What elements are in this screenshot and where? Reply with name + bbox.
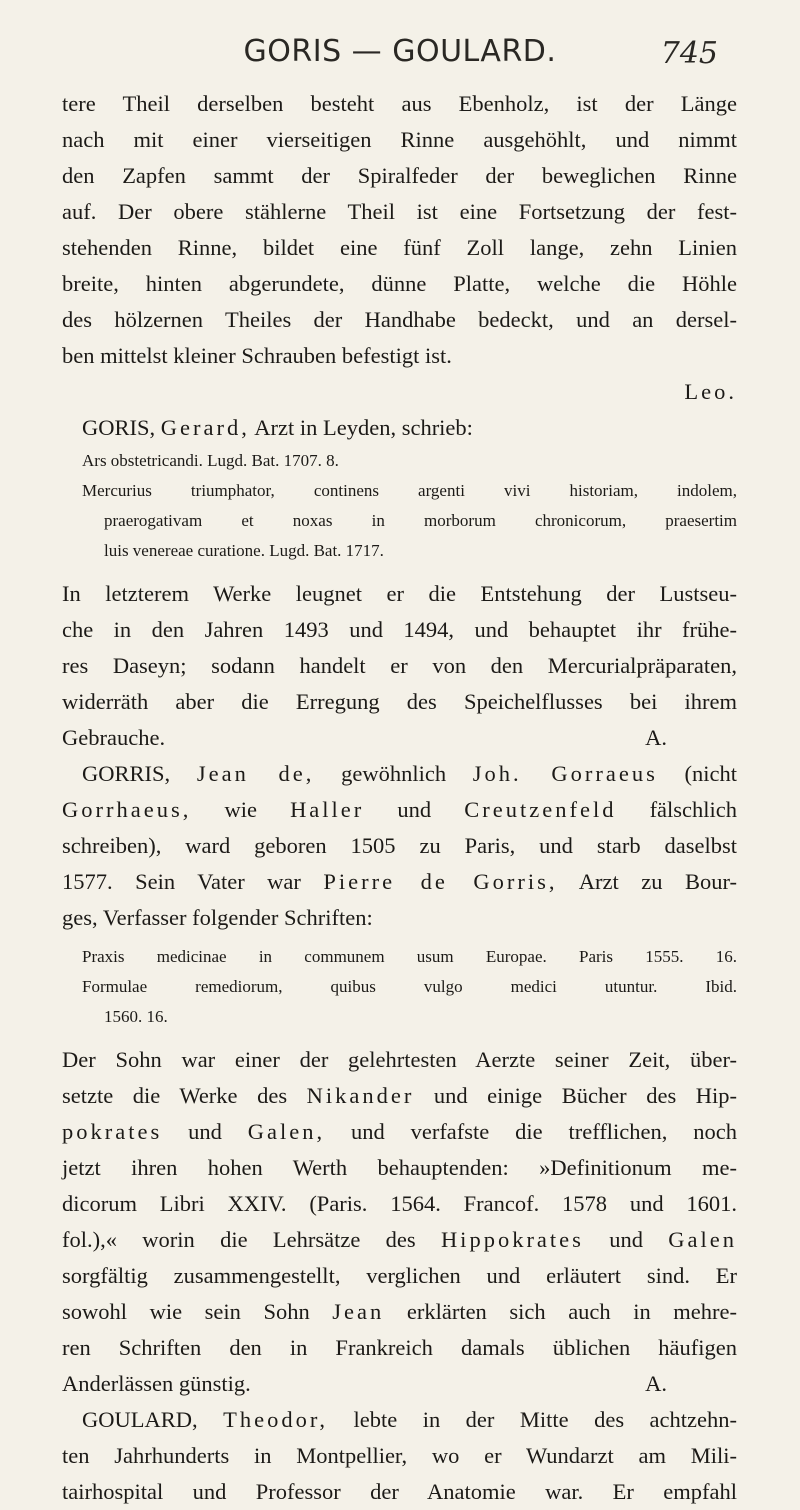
entry-name: GOULARD, <box>82 1407 198 1432</box>
text-line <box>62 1114 737 1150</box>
text-line: breite, hinten abgerundete, dünne Platte, welche die Höhle <box>62 271 737 296</box>
entry-text: Arzt in Leyden, schrieb: <box>254 415 473 440</box>
person-name: Joh. Gorraeus <box>472 761 658 786</box>
text-line: auf. Der obere stählerne Theil ist eine Fortsetzung der fest- <box>62 199 737 224</box>
signature-text: A. <box>645 725 667 750</box>
person-name: pokrates <box>62 1119 163 1144</box>
text-line: dicorum Libri XXIV. (Paris. 1564. Francof. 1578 und 1601. <box>62 1191 737 1216</box>
text-fragment: gewöhnlich <box>341 761 447 786</box>
bibliography-item: Mercurius triumphator, continens argenti vivi historiam, indolem, <box>82 481 737 500</box>
text-line <box>62 1294 737 1330</box>
text-fragment: und einige Bücher des Hip- <box>433 1083 737 1108</box>
entry-heading-goris <box>62 410 737 446</box>
text-fragment: (nicht <box>684 761 738 786</box>
text-line: widerräth aber die Erregung des Speichelflusses bei ihrem <box>62 689 737 714</box>
person-name: Haller <box>290 797 365 822</box>
signature-text: Leo. <box>684 379 737 404</box>
text-fragment: Arzt zu Bour- <box>578 869 738 894</box>
text-fragment: wie <box>224 797 257 822</box>
text-fragment: Anderlässen günstig. <box>62 1371 251 1396</box>
author-signature <box>62 374 737 410</box>
text-fragment: und <box>609 1227 643 1252</box>
text-line: ren Schriften den in Frankreich damals üblichen häufigen <box>62 1335 737 1360</box>
text-fragment: setzte die Werke des <box>62 1083 288 1108</box>
body-text <box>62 86 737 1510</box>
bibliography-item-cont: 1560. 16. <box>104 1007 168 1026</box>
bibliography-item: Ars obstetricandi. Lugd. Bat. 1707. 8. <box>82 451 339 470</box>
text-line: res Daseyn; sodann handelt er von den Mercurialpräparaten, <box>62 653 737 678</box>
entry-heading-goulard <box>62 1402 737 1438</box>
bibliography-item: Formulae remediorum, quibus vulgo medici utuntur. Ibid. <box>82 977 737 996</box>
text-fragment: 1577. Sein Vater war <box>62 869 301 894</box>
text-line: nach mit einer vierseitigen Rinne ausgehöhlt, und nimmt <box>62 127 737 152</box>
text-fragment: fol.),« worin die Lehrsätze des <box>62 1227 416 1252</box>
text-line: tere Theil derselben besteht aus Ebenholz, ist der Länge <box>62 91 737 116</box>
text-line <box>62 864 737 900</box>
text-fragment: Gebrauche. <box>62 725 166 750</box>
text-line <box>62 1222 737 1258</box>
bibliography-item-cont: praerogativam et noxas in morborum chronicorum, praesertim <box>104 511 737 530</box>
text-line-with-signature <box>62 720 737 756</box>
person-name: Gorrhaeus, <box>62 797 192 822</box>
person-name: Hippokrates <box>440 1227 584 1252</box>
text-line: ges, Verfasser folgender Schriften: <box>62 905 373 930</box>
entry-name: GORRIS, <box>82 761 171 786</box>
text-line: den Zapfen sammt der Spiralfeder der beweglichen Rinne <box>62 163 737 188</box>
header-title: GORIS — GOULARD. <box>243 34 557 69</box>
text-line: stehenden Rinne, bildet eine fünf Zoll lange, zehn Linien <box>62 235 737 260</box>
entry-firstname: Gerard, <box>160 415 250 440</box>
running-header <box>0 34 800 78</box>
text-fragment: und <box>397 797 432 822</box>
text-line: schreiben), ward geboren 1505 zu Paris, und starb daselbst <box>62 833 737 858</box>
person-name: Pierre de Gorris, <box>323 869 558 894</box>
person-name: Galen, <box>247 1119 326 1144</box>
person-name: Jean <box>332 1299 385 1324</box>
text-line: jetzt ihren hohen Werth behauptenden: »Definitionum me- <box>62 1155 737 1180</box>
text-line: ten Jahrhunderts in Montpellier, wo er Wundarzt am Mili- <box>62 1443 737 1468</box>
text-line: In letzterem Werke leugnet er die Entstehung der Lustseu- <box>62 581 737 606</box>
entry-heading-gorris <box>62 756 737 792</box>
text-line-with-signature <box>62 1366 737 1402</box>
text-line: des hölzernen Theiles der Handhabe bedeckt, und an dersel- <box>62 307 737 332</box>
text-fragment: erklärten sich auch in mehre- <box>406 1299 738 1324</box>
person-name: Creutzenfeld <box>464 797 617 822</box>
text-line: che in den Jahren 1493 und 1494, und behauptet ihr frühe- <box>62 617 737 642</box>
person-name: Nikander <box>306 1083 415 1108</box>
text-line: sorgfältig zusammengestellt, verglichen und erläutert sind. Er <box>62 1263 737 1288</box>
text-fragment: fälschlich <box>649 797 738 822</box>
text-line: Der Sohn war einer der gelehrtesten Aerzte seiner Zeit, über- <box>62 1047 737 1072</box>
text-fragment: lebte in der Mitte des achtzehn- <box>353 1407 737 1432</box>
bibliography-item-cont: luis venereae curatione. Lugd. Bat. 1717. <box>104 541 384 560</box>
page-number: 745 <box>660 36 718 71</box>
entry-name: GORIS, <box>82 415 156 440</box>
entry-firstname: Theodor, <box>223 1407 329 1432</box>
signature-text: A. <box>645 1371 667 1396</box>
text-line: ben mittelst kleiner Schrauben befestigt ist. <box>62 343 452 368</box>
bibliography-item: Praxis medicinae in communem usum Europae. Paris 1555. 16. <box>82 947 737 966</box>
text-line <box>62 1078 737 1114</box>
person-name: Galen <box>668 1227 738 1252</box>
text-line <box>62 792 737 828</box>
entry-firstname: Jean de, <box>196 761 315 786</box>
text-fragment: und verfafste die trefflichen, noch <box>350 1119 738 1144</box>
text-fragment: sowohl wie sein Sohn <box>62 1299 310 1324</box>
text-fragment: und <box>188 1119 222 1144</box>
text-line: tairhospital und Professor der Anatomie war. Er empfahl <box>62 1479 737 1504</box>
